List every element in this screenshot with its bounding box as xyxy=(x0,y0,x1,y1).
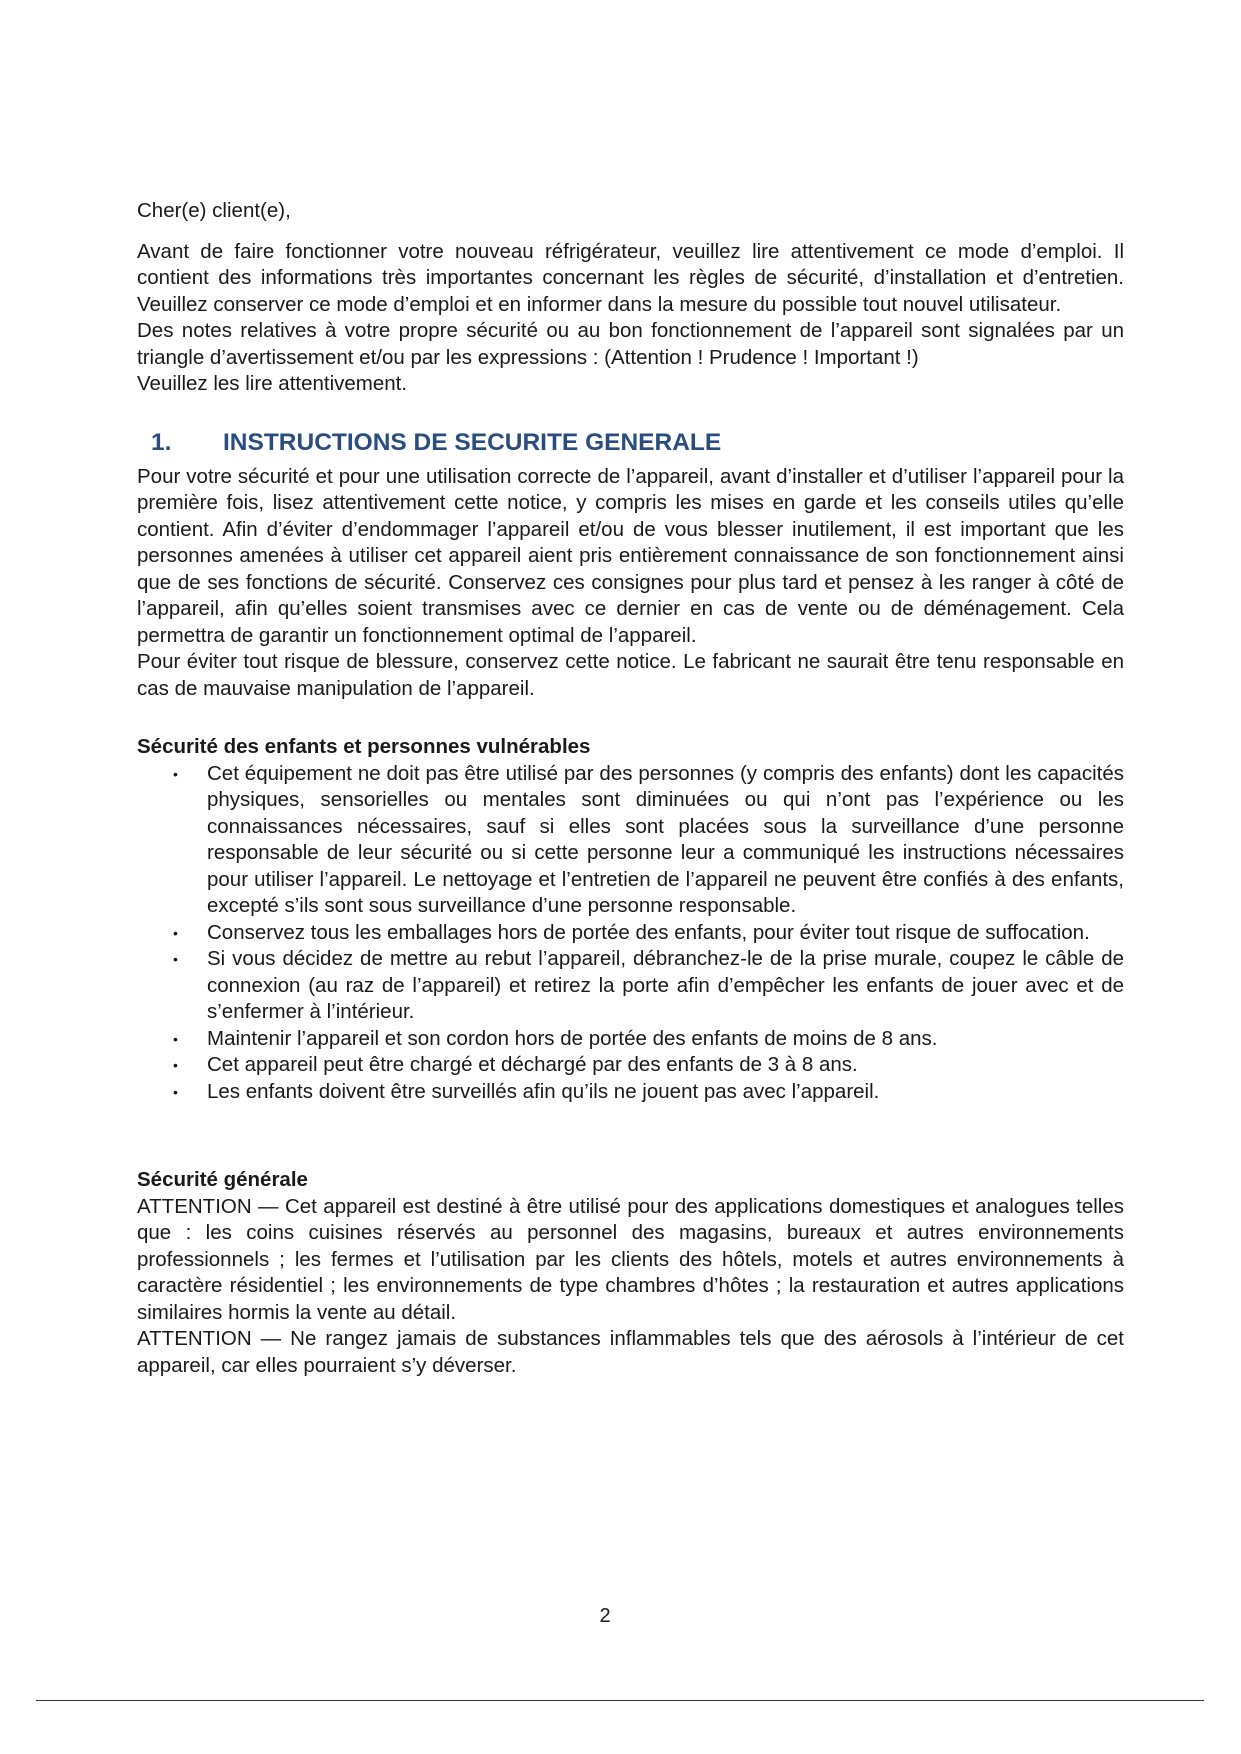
children-safety-list xyxy=(137,761,1124,1106)
bullet-icon: • xyxy=(173,1030,178,1047)
list-item: • Les enfants doivent être surveillés afin qu’ils ne jouent pas avec l’appareil. xyxy=(137,1079,1124,1106)
bullet-icon: • xyxy=(173,924,178,941)
bullet-icon: • xyxy=(173,1057,178,1073)
children-safety-title: Sécurité des enfants et personnes vulnérables xyxy=(137,735,591,758)
list-item: • Conservez tous les emballages hors de portée des enfants, pour éviter tout risque de suffocation. xyxy=(137,920,1124,947)
list-item: • Cet équipement ne doit pas être utilisé par des personnes (y compris des enfants) dont les capacités physiques, sensorielles ou mentales sont diminuées ou qui n’ont pas l’expérience ou les connaissances nécessaires, sauf si elles sont placées sous la surveillance d’une personne responsable de leur sécurité ou si cette personne leur a communiqué les instructions nécessaires pour utiliser l’appareil. Le nettoyage et l’entretien de l’appareil ne peuvent être confiés à des enfants, excepté s’ils sont sous surveillance d’une personne responsable. xyxy=(173,761,1124,917)
greeting: Cher(e) client(e), xyxy=(137,199,291,222)
bullet-icon: • xyxy=(173,765,178,782)
bullet-icon: • xyxy=(173,951,178,967)
section-number: 1. xyxy=(151,428,172,456)
intro-paragraph-3: Veuillez les lire attentivement. xyxy=(137,372,408,395)
intro-paragraph-2: Des notes relatives à votre propre sécurité ou au bon fonctionnement de l’appareil sont signalées par un triangle d’avertissement et/ou par les expressions : (Attention ! Prudence ! Important !) xyxy=(137,319,1124,369)
list-item: • Si vous décidez de mettre au rebut l’appareil, débranchez-le de la prise murale, coupez le câble de connexion (au raz de l’appareil) et retirez la porte afin d’empêcher les enfants de jouer avec et de s’enfermer à l’intérieur. xyxy=(173,947,1124,1023)
general-safety-paragraph-1: ATTENTION — Cet appareil est destiné à être utilisé pour des applications domestiques et analogues telles que : les coins cuisines réservés au personnel des magasins, bureaux et autres environnements professionnels ; les fermes et l’utilisation par les clients des hôtels, motels et autres environnements à caractère résidentiel ; les environnements de type chambres d’hôtes ; la restauration et autres applications similaires hormis la vente au détail. xyxy=(137,1194,1124,1324)
page-number: 2 xyxy=(599,1605,611,1627)
document-page xyxy=(137,198,1124,1379)
list-item: • Cet appareil peut être chargé et déchargé par des enfants de 3 à 8 ans. xyxy=(137,1052,1124,1079)
section-paragraph-2: Pour éviter tout risque de blessure, conservez cette notice. Le fabricant ne saurait être tenu responsable en cas de mauvaise manipulation de l’appareil. xyxy=(137,650,1124,700)
section-title: INSTRUCTIONS DE SECURITE GENERALE xyxy=(223,428,722,456)
list-item: • Maintenir l’appareil et son cordon hors de portée des enfants de moins de 8 ans. xyxy=(137,1026,1124,1053)
footer-divider xyxy=(36,1700,1204,1701)
intro-paragraph-1: Avant de faire fonctionner votre nouveau réfrigérateur, veuillez lire attentivement ce mode d’emploi. Il contient des informations très importantes concernant les règles de sécurité, d’installation et d’entretien. Veuillez conserver ce mode d’emploi et en informer dans la mesure du possible tout nouvel utilisateur. xyxy=(137,239,1124,316)
section-heading xyxy=(137,428,1124,458)
general-safety-paragraph-2: ATTENTION — Ne rangez jamais de substances inflammables tels que des aérosols à l’intérieur de cet appareil, car elles pourraient s’y déverser. xyxy=(137,1327,1124,1377)
section-paragraph-1: Pour votre sécurité et pour une utilisation correcte de l’appareil, avant d’installer et d’utiliser l’appareil pour la première fois, lisez attentivement cette notice, y compris les mises en garde et les conseils utiles qu’elle contient. Afin d’éviter d’endommager l’appareil et/ou de vous blesser inutilement, il est important que les personnes amenées à utiliser cet appareil aient pris entièrement connaissance de son fonctionnement ainsi que de ses fonctions de sécurité. Conservez ces consignes pour plus tard et pensez à les ranger à côté de l’appareil, afin qu’elles soient transmises avec ce dernier en cas de vente ou de déménagement. Cela permettra de garantir un fonctionnement optimal de l’appareil. xyxy=(137,464,1124,647)
bullet-icon: • xyxy=(173,1083,178,1100)
general-safety-title: Sécurité générale xyxy=(137,1168,308,1191)
